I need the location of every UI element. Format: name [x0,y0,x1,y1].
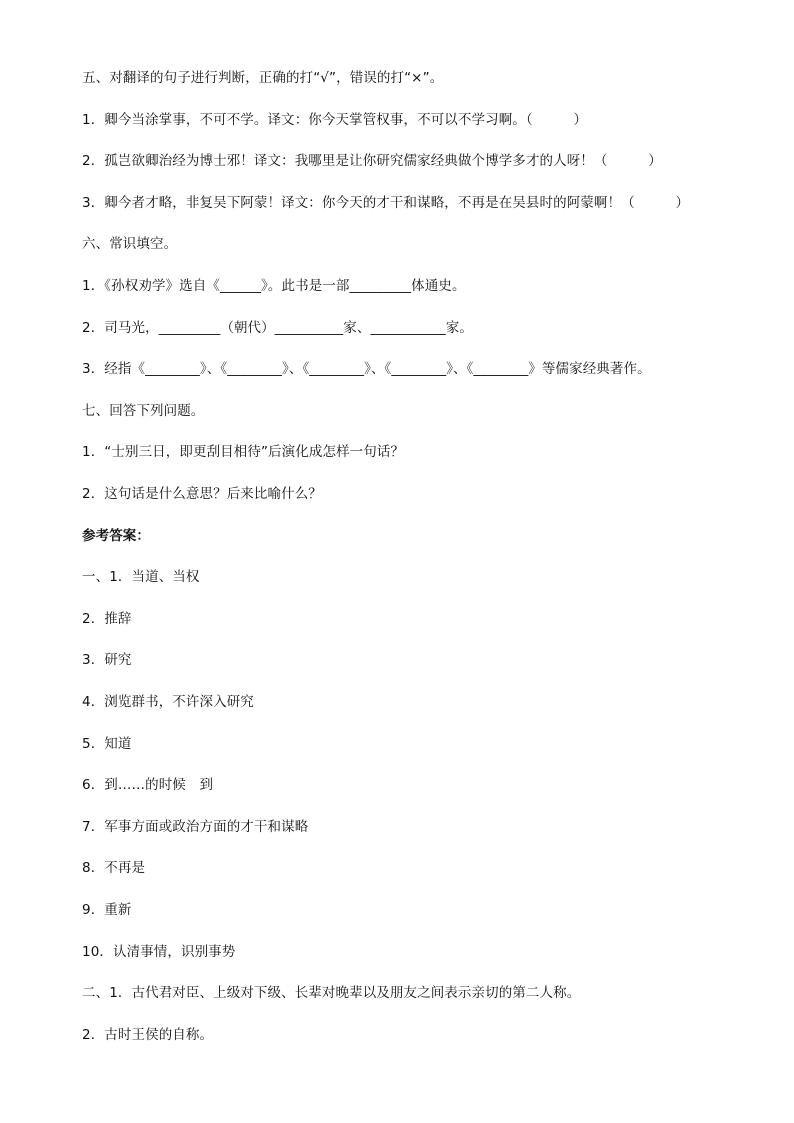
answer-1-4: 4．浏览群书，不许深入研究 [82,694,254,710]
answer-1-1: 一、1．当道、当权 [82,569,200,585]
answer-1-8: 8．不再是 [82,860,146,876]
section-5-heading: 五、对翻译的句子进行判断，正确的打“√”，错误的打“×”。 [82,70,444,86]
section-7-heading: 七、回答下列问题。 [82,403,205,419]
answers-heading: 参考答案： [82,528,150,544]
answer-1-3: 3．研究 [82,652,132,668]
answer-2-1: 二、1．古代君对臣、上级对下级、长辈对晚辈以及朋友之间表示亲切的第二人称。 [82,985,581,1001]
s5-item-1: 1．卿今当涂掌事，不可不学。译文：你今天掌管权事，不可以不学习啊。（ ） [82,112,588,128]
s5-item-3: 3．卿今者才略，非复吴下阿蒙！译文：你今天的才干和谋略，不再是在吴县时的阿蒙啊！（ ） [82,195,690,211]
s6-item-1: 1．《孙权劝学》选自《______》。此书是一部_________体通史。 [82,278,466,294]
answer-1-5: 5．知道 [82,736,132,752]
answer-2-2: 2．古时王侯的自称。 [82,1027,214,1043]
section-6-heading: 六、常识填空。 [82,236,178,252]
answer-1-10: 10．认清事情，识别事势 [82,944,236,960]
s6-item-2: 2．司马光，_________（朝代）__________家、___________家。 [82,320,473,336]
answer-1-6: 6．到……的时候 到 [82,777,214,793]
answer-1-7: 7．军事方面或政治方面的才干和谋略 [82,819,309,835]
s7-item-2: 2．这句话是什么意思？后来比喻什么？ [82,486,322,502]
answer-1-9: 9．重新 [82,902,132,918]
answer-1-2: 2．推辞 [82,611,132,627]
s7-item-1: 1．“士别三日，即更刮目相待”后演化成怎样一句话？ [82,444,405,460]
s5-item-2: 2．孤岂欲卿治经为博士邪！译文：我哪里是让你研究儒家经典做个博学多才的人呀！（ ） [82,153,662,169]
s6-item-3: 3．经指《________》、《________》、《________》、《________》、《________》等儒家经典著作。 [82,361,651,377]
